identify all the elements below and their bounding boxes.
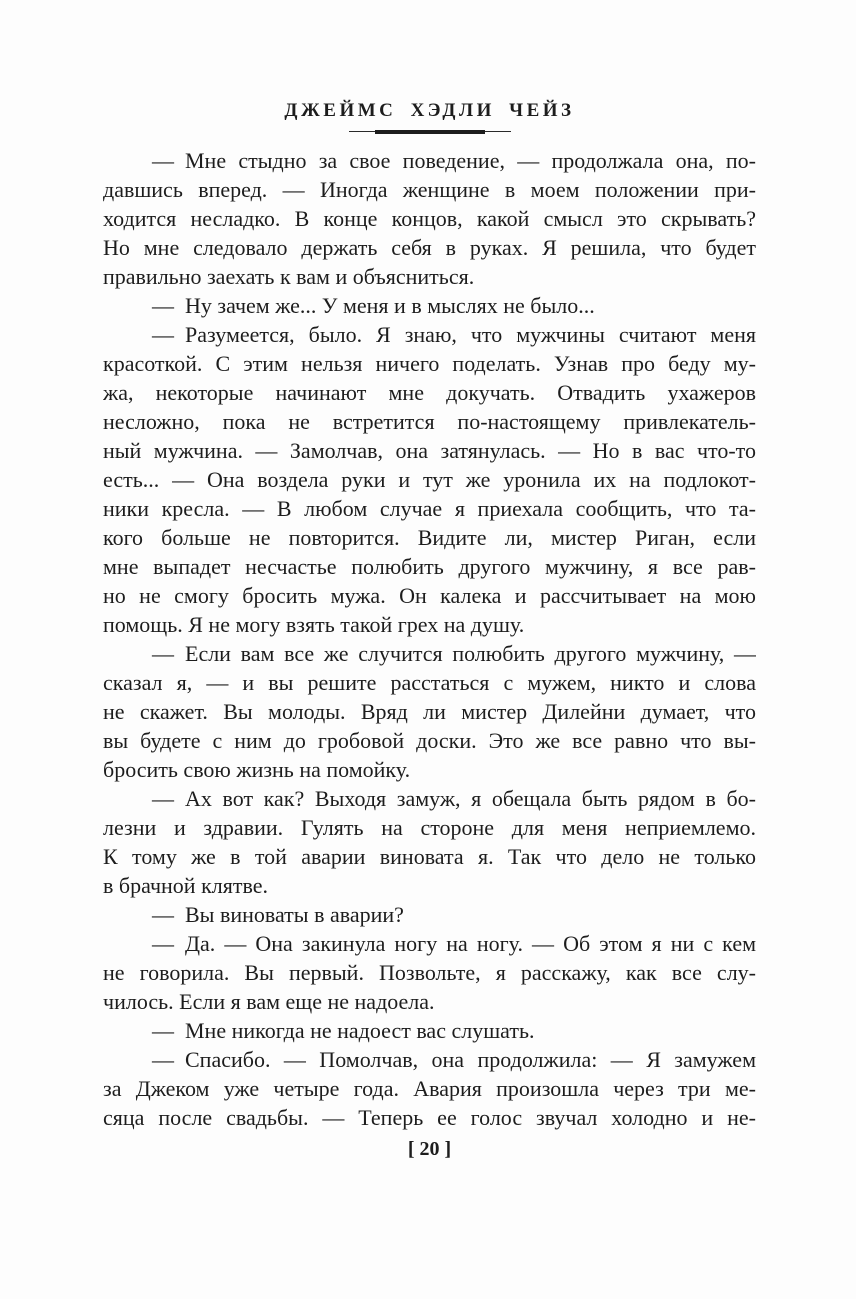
text-line: жа, некоторые начинают мне докучать. Отвадить ухажеров — [103, 380, 756, 405]
text-line: — Ну зачем же... У меня и в мыслях не было... — [152, 293, 595, 318]
paragraph — [103, 929, 756, 1016]
header-rule-thick-bar — [375, 130, 485, 134]
text-line: ники кресла. — В любом случае я приехала сообщить, что та- — [103, 496, 756, 521]
text-line: сяца после свадьбы. — Теперь ее голос звучал холодно и не- — [103, 1105, 756, 1130]
paragraph — [103, 639, 756, 784]
text-line: мне выпадет несчастье полюбить другого мужчину, я все рав- — [103, 554, 756, 579]
paragraph — [103, 1016, 756, 1045]
text-line: красоткой. С этим нельзя ничего поделать. Узнав про беду му- — [103, 351, 756, 376]
paragraph — [103, 320, 756, 639]
running-head — [103, 100, 756, 134]
text-line: не скажет. Вы молоды. Вряд ли мистер Дилейни думает, что — [103, 699, 756, 724]
text-line: К тому же в той аварии виновата я. Так что дело не только — [103, 844, 756, 869]
text-line: помощь. Я не могу взять такой грех на душу. — [103, 612, 525, 637]
text-line: — Ах вот как? Выходя замуж, я обещала быть рядом в бо- — [152, 786, 756, 811]
text-line: сказал я, — и вы решите расстаться с мужем, никто и слова — [103, 670, 756, 695]
header-rule — [349, 129, 511, 134]
text-line: лезни и здравии. Гулять на стороне для меня неприемлемо. — [103, 815, 756, 840]
text-line: в брачной клятве. — [103, 873, 268, 898]
text-line: — Мне никогда не надоест вас слушать. — [152, 1018, 535, 1043]
running-head-title: ДЖЕЙМС ХЭДЛИ ЧЕЙЗ — [284, 100, 575, 121]
paragraph — [103, 1045, 756, 1132]
text-line: — Да. — Она закинула ногу на ногу. — Об этом я ни с кем — [152, 931, 756, 956]
text-line: — Разумеется, было. Я знаю, что мужчины считают меня — [152, 322, 756, 347]
paragraph — [103, 291, 756, 320]
text-line: — Спасибо. — Помолчав, она продолжила: — Я замужем — [152, 1047, 756, 1072]
page-number: [ 20 ] — [407, 1138, 452, 1160]
paragraph — [103, 784, 756, 900]
text-line: давшись вперед. — Иногда женщине в моем положении при- — [103, 177, 756, 202]
text-line: вы будете с ним до гробовой доски. Это же все равно что вы- — [103, 728, 756, 753]
text-line: не говорила. Вы первый. Позвольте, я расскажу, как все слу- — [103, 960, 756, 985]
text-line: но не смогу бросить мужа. Он калека и рассчитывает на мою — [103, 583, 756, 608]
text-block — [103, 146, 756, 1132]
text-line: правильно заехать к вам и объясниться. — [103, 264, 475, 289]
text-line: Но мне следовало держать себя в руках. Я решила, что будет — [103, 235, 756, 260]
text-line: несложно, пока не встретится по-настоящему привлекатель- — [103, 409, 756, 434]
text-line: — Вы виноваты в аварии? — [152, 902, 404, 927]
text-line: ходится несладко. В конце концов, какой смысл это скрывать? — [103, 206, 756, 231]
text-line: есть... — Она воздела руки и тут же уронила их на подлокот- — [103, 467, 756, 492]
paragraph — [103, 146, 756, 291]
paragraph — [103, 900, 756, 929]
text-line: бросить свою жизнь на помойку. — [103, 757, 411, 782]
text-line: ный мужчина. — Замолчав, она затянулась. — Но в вас что-то — [103, 438, 756, 463]
text-line: чилось. Если я вам еще не надоела. — [103, 989, 435, 1014]
text-line: — Мне стыдно за свое поведение, — продолжала она, по- — [152, 148, 756, 173]
text-line: за Джеком уже четыре года. Авария произошла через три ме- — [103, 1076, 756, 1101]
text-line: — Если вам все же случится полюбить другого мужчину, — — [152, 641, 756, 666]
text-line: кого больше не повторится. Видите ли, мистер Риган, если — [103, 525, 756, 550]
